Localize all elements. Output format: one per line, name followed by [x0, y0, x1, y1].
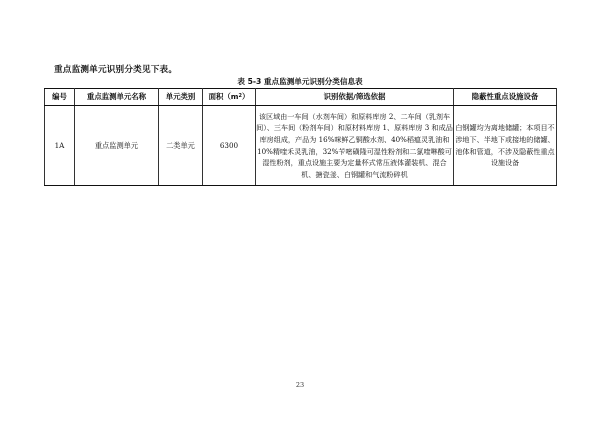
cell-basis: 该区域由一车间（水剂车间）和原料库房 2、二车间（乳剂车间）、三车间（粉剂车间）和原材料库房 1、原料库房 3 和成品库房组成，产品为 16%咪鲜乙铜酸水剂、40%稻瘟灵乳油和 10%精喹禾灵乳油，32%苄嘧磺隆可湿性粉剂和二氯喹啉酸可湿性粉剂，重点设施主要为定量杯式常压液体灌装机、混合机、搪瓷釜、白钢罐和气流粉碎机 — [256, 106, 454, 186]
header-area — [203, 89, 256, 106]
cell-id: 1A — [45, 106, 75, 186]
header-id: 编号 — [45, 89, 75, 106]
header-area-sup: 2 — [238, 93, 242, 99]
header-basis: 识别依据/筛选依据 — [256, 89, 454, 106]
table-header-row — [45, 89, 557, 106]
header-area-label: 面积（m — [208, 92, 239, 101]
header-unit-category: 单元类别 — [159, 89, 203, 106]
cell-unit-name: 重点监测单元 — [75, 106, 159, 186]
table-row — [45, 106, 557, 186]
header-area-close: ） — [241, 92, 250, 101]
monitoring-unit-table — [44, 88, 557, 186]
table-caption: 表 5-3 重点监测单元识别分类信息表 — [237, 77, 363, 86]
cell-hidden-facilities: 白钢罐均为离地储罐；本项目不涉地下、半地下或接地的储罐、池体和管道，不涉及隐蔽性重点设施设备 — [454, 106, 557, 186]
header-unit-name: 重点监测单元名称 — [75, 89, 159, 106]
cell-unit-category: 二类单元 — [159, 106, 203, 186]
page-number: 23 — [295, 381, 305, 389]
cell-area: 6300 — [203, 106, 256, 186]
header-hidden-facilities: 隐蔽性重点设施设备 — [454, 89, 557, 106]
intro-text: 重点监测单元识别分类见下表。 — [54, 65, 178, 75]
